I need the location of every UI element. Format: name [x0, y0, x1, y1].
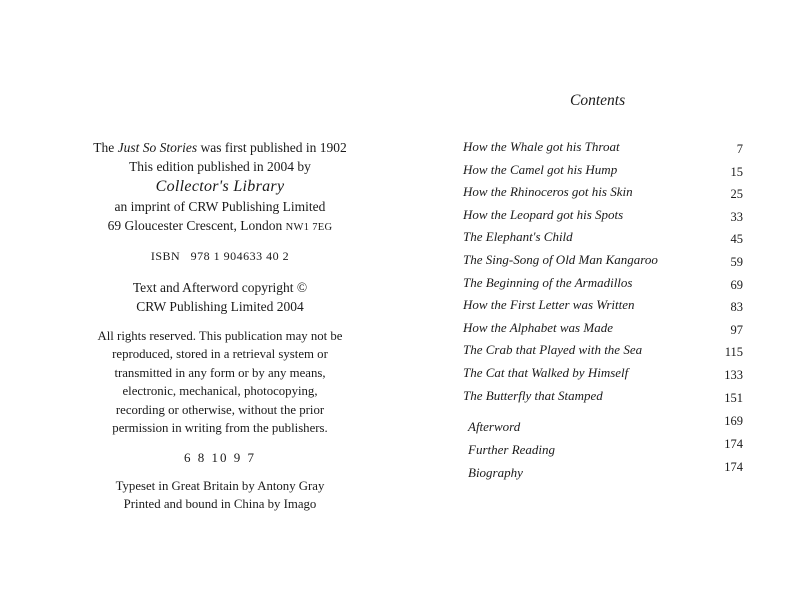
- toc-entry-title: How the First Letter was Written: [463, 297, 635, 313]
- toc-entry-page: 15: [730, 164, 743, 179]
- typeset-line: Typeset in Great Britain by Antony Gray: [115, 479, 325, 494]
- toc-entry[interactable]: [463, 295, 743, 318]
- toc-entry-page: 25: [730, 187, 743, 202]
- toc-entry-title: Afterword: [468, 419, 521, 434]
- rights-block: [70, 327, 370, 437]
- toc-entry[interactable]: [463, 273, 743, 296]
- toc-entry-title: How the Whale got his Throat: [463, 139, 620, 154]
- toc-entry[interactable]: [463, 137, 743, 160]
- toc-entry-title: The Butterfly that Stamped: [463, 387, 603, 403]
- address: 69 Gloucester Crescent, London: [107, 218, 283, 233]
- contents-heading: Contents: [570, 92, 626, 109]
- rights-line: reproduced, stored in a retrieval system or: [112, 347, 328, 362]
- back-matter-list: [468, 415, 743, 484]
- toc-entry-title: The Cat that Walked by Himself: [463, 364, 629, 380]
- toc-entry[interactable]: [463, 227, 743, 250]
- toc-entry-title: How the Alphabet was Made: [463, 319, 613, 335]
- toc-entry-title: The Beginning of the Armadillos: [463, 274, 633, 290]
- toc-entry-page: 133: [724, 367, 743, 382]
- rights-line: All rights reserved. This publication may not be: [97, 329, 343, 343]
- toc-entry-page: 174: [724, 437, 743, 451]
- toc-entry-further-reading[interactable]: [468, 438, 743, 461]
- toc-entry-title: The Elephant's Child: [463, 229, 573, 245]
- toc-entry-title: How the Leopard got his Spots: [463, 206, 624, 222]
- printing-numbers: 6 8 10 9 7: [184, 450, 256, 466]
- toc-entry-biography[interactable]: [468, 461, 743, 484]
- imprint-logo: Collector's Library: [155, 178, 285, 195]
- first-published-pre: The: [93, 140, 115, 155]
- toc-entry[interactable]: [463, 340, 743, 363]
- isbn-number: 978 1 904633 40 2: [190, 249, 290, 263]
- toc-entry-title: Further Reading: [468, 442, 556, 457]
- toc-entry[interactable]: [463, 160, 743, 183]
- printed-line: Printed and bound in China by Imago: [123, 497, 317, 512]
- toc-entry-page: 83: [730, 300, 743, 315]
- toc-entry-page: 69: [730, 277, 743, 292]
- edition-line: This edition published in 2004 by: [129, 159, 311, 174]
- rights-line: recording or otherwise, without the prior: [115, 402, 325, 417]
- typeset-block: [70, 477, 370, 513]
- isbn-label: ISBN: [150, 249, 181, 263]
- copyright-line-2: CRW Publishing Limited 2004: [136, 299, 304, 314]
- toc-entry-title: How the Camel got his Hump: [463, 161, 618, 177]
- address-line: [70, 216, 370, 237]
- rights-line: permission in writing from the publishers.: [112, 421, 328, 436]
- toc-entry-page: 115: [724, 345, 743, 360]
- imprint-page: [70, 138, 370, 513]
- first-published-post: was first published in 1902: [200, 140, 347, 155]
- toc-entry-page: 45: [730, 232, 743, 247]
- toc-entry[interactable]: [463, 205, 743, 228]
- first-published-line: [70, 138, 370, 157]
- rights-line: electronic, mechanical, photocopying,: [122, 384, 318, 399]
- toc-entry-title: How the Rhinoceros got his Skin: [463, 184, 633, 200]
- toc-entry-page: 174: [724, 460, 743, 474]
- toc-entry-page: 97: [730, 322, 743, 337]
- imprint-of-line: an imprint of CRW Publishing Limited: [114, 199, 326, 214]
- toc-entry-afterword[interactable]: [468, 415, 743, 438]
- copyright-line-1: Text and Afterword copyright ©: [132, 280, 308, 295]
- toc-entry-page: 169: [724, 414, 743, 428]
- toc-entry-title: The Crab that Played with the Sea: [463, 342, 643, 358]
- book-title: Just So Stories: [117, 140, 198, 155]
- rights-line: transmitted in any form or by any means,: [114, 365, 326, 380]
- toc-entry-title: The Sing-Song of Old Man Kangaroo: [463, 251, 658, 267]
- toc-entry-title: Biography: [468, 465, 523, 480]
- toc-entry-page: 7: [736, 142, 743, 156]
- toc-entry[interactable]: [463, 363, 743, 386]
- postcode: NW1 7EG: [285, 222, 333, 233]
- toc-entry-page: 33: [730, 209, 743, 224]
- toc-entry[interactable]: [463, 182, 743, 205]
- toc-entry-page: 59: [730, 254, 743, 269]
- toc-entry[interactable]: [463, 250, 743, 273]
- toc-entry[interactable]: [463, 318, 743, 341]
- toc-entry[interactable]: [463, 386, 743, 409]
- contents-list: [463, 137, 743, 408]
- toc-entry-page: 151: [724, 390, 743, 405]
- copyright-block: [70, 278, 370, 316]
- isbn-line: [70, 247, 370, 266]
